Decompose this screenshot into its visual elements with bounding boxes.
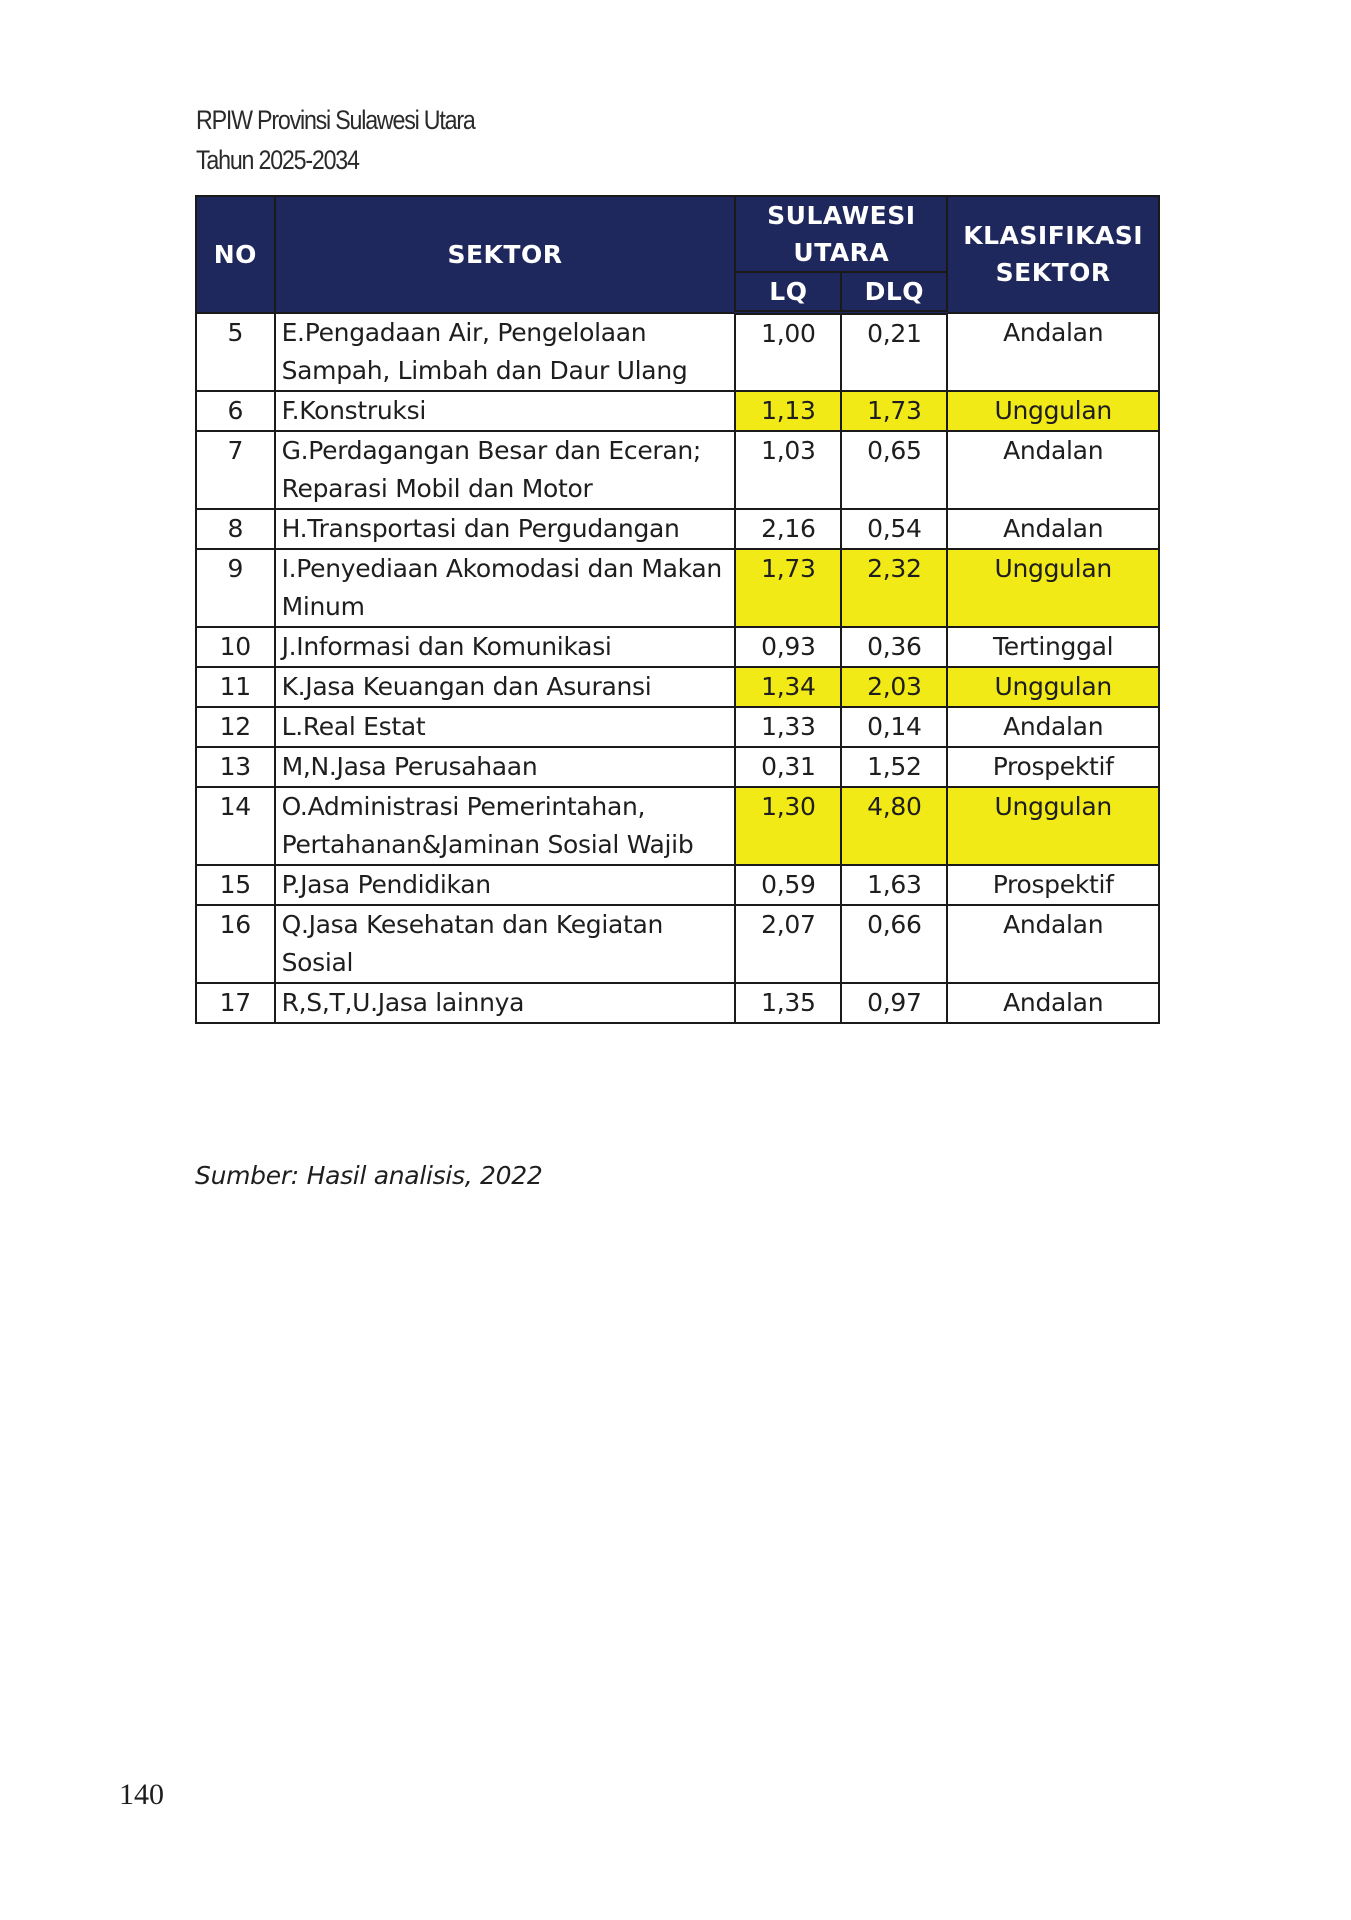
header-region: SULAWESI UTARA: [735, 196, 947, 272]
row-dlq: 4,80: [841, 787, 947, 865]
row-lq: 0,93: [735, 627, 841, 667]
row-dlq: 0,97: [841, 983, 947, 1023]
table-row: [196, 667, 1159, 707]
row-sektor: E.Pengadaan Air, Pengelolaan Sampah, Limbah dan Daur Ulang: [275, 313, 736, 391]
row-no: 11: [196, 667, 275, 707]
row-lq: 2,16: [735, 509, 841, 549]
table-row: [196, 313, 1159, 391]
row-no: 7: [196, 431, 275, 509]
table-row: [196, 627, 1159, 667]
row-klasifikasi: Andalan: [947, 313, 1159, 391]
row-lq: 1,30: [735, 787, 841, 865]
row-dlq: 2,32: [841, 549, 947, 627]
row-sektor: G.Perdagangan Besar dan Eceran; Reparasi Mobil dan Motor: [275, 431, 736, 509]
row-klasifikasi: Andalan: [947, 983, 1159, 1023]
row-sektor: L.Real Estat: [275, 707, 736, 747]
row-klasifikasi: Andalan: [947, 905, 1159, 983]
header-no: NO: [196, 196, 275, 313]
row-sektor: H.Transportasi dan Pergudangan: [275, 509, 736, 549]
table-row: [196, 747, 1159, 787]
row-dlq: 0,65: [841, 431, 947, 509]
row-dlq: 1,52: [841, 747, 947, 787]
row-dlq: 1,73: [841, 391, 947, 431]
row-sektor: O.Administrasi Pemerintahan, Pertahanan&Jaminan Sosial Wajib: [275, 787, 736, 865]
table-row: [196, 549, 1159, 627]
row-no: 15: [196, 865, 275, 905]
row-sektor: K.Jasa Keuangan dan Asuransi: [275, 667, 736, 707]
row-dlq: 1,63: [841, 865, 947, 905]
row-lq: 1,03: [735, 431, 841, 509]
row-lq: 1,13: [735, 391, 841, 431]
row-klasifikasi: Unggulan: [947, 391, 1159, 431]
row-sektor: R,S,T,U.Jasa lainnya: [275, 983, 736, 1023]
row-no: 8: [196, 509, 275, 549]
table-row: [196, 865, 1159, 905]
row-sektor: P.Jasa Pendidikan: [275, 865, 736, 905]
row-sektor: Q.Jasa Kesehatan dan Kegiatan Sosial: [275, 905, 736, 983]
row-dlq: 0,36: [841, 627, 947, 667]
row-klasifikasi: Unggulan: [947, 667, 1159, 707]
row-klasifikasi: Tertinggal: [947, 627, 1159, 667]
row-no: 14: [196, 787, 275, 865]
header-klasifikasi: KLASIFIKASI SEKTOR: [947, 196, 1159, 313]
sector-classification-table: [195, 195, 1160, 1024]
row-lq: 0,31: [735, 747, 841, 787]
row-lq: 0,59: [735, 865, 841, 905]
row-klasifikasi: Unggulan: [947, 549, 1159, 627]
row-klasifikasi: Unggulan: [947, 787, 1159, 865]
row-klasifikasi: Andalan: [947, 431, 1159, 509]
row-sektor: I.Penyediaan Akomodasi dan Makan Minum: [275, 549, 736, 627]
table-row: [196, 983, 1159, 1023]
header-sektor: SEKTOR: [275, 196, 736, 313]
header-lq: LQ: [735, 272, 841, 313]
table-row: [196, 707, 1159, 747]
table-body: [196, 313, 1159, 1023]
row-sektor: F.Konstruksi: [275, 391, 736, 431]
row-no: 10: [196, 627, 275, 667]
row-klasifikasi: Andalan: [947, 509, 1159, 549]
table-header: [196, 196, 1159, 313]
row-no: 6: [196, 391, 275, 431]
row-klasifikasi: Prospektif: [947, 747, 1159, 787]
row-dlq: 0,66: [841, 905, 947, 983]
page-number: 140: [119, 1778, 164, 1811]
running-head-period: Tahun 2025-2034: [196, 145, 359, 175]
row-sektor: J.Informasi dan Komunikasi: [275, 627, 736, 667]
row-no: 17: [196, 983, 275, 1023]
row-lq: 1,35: [735, 983, 841, 1023]
row-klasifikasi: Prospektif: [947, 865, 1159, 905]
row-lq: 1,00: [735, 313, 841, 391]
table-row: [196, 509, 1159, 549]
row-no: 5: [196, 313, 275, 391]
row-dlq: 0,14: [841, 707, 947, 747]
row-lq: 1,34: [735, 667, 841, 707]
row-no: 16: [196, 905, 275, 983]
table-row: [196, 391, 1159, 431]
row-no: 13: [196, 747, 275, 787]
running-head: [196, 100, 475, 180]
source-note: Sumber: Hasil analisis, 2022: [195, 1161, 543, 1190]
row-no: 12: [196, 707, 275, 747]
running-head-title: RPIW Provinsi Sulawesi Utara: [196, 105, 475, 135]
row-no: 9: [196, 549, 275, 627]
row-dlq: 0,21: [841, 313, 947, 391]
row-dlq: 2,03: [841, 667, 947, 707]
table-row: [196, 787, 1159, 865]
table-row: [196, 905, 1159, 983]
row-klasifikasi: Andalan: [947, 707, 1159, 747]
row-lq: 1,33: [735, 707, 841, 747]
row-lq: 2,07: [735, 905, 841, 983]
header-dlq: DLQ: [841, 272, 947, 313]
row-sektor: M,N.Jasa Perusahaan: [275, 747, 736, 787]
row-lq: 1,73: [735, 549, 841, 627]
row-dlq: 0,54: [841, 509, 947, 549]
table-row: [196, 431, 1159, 509]
